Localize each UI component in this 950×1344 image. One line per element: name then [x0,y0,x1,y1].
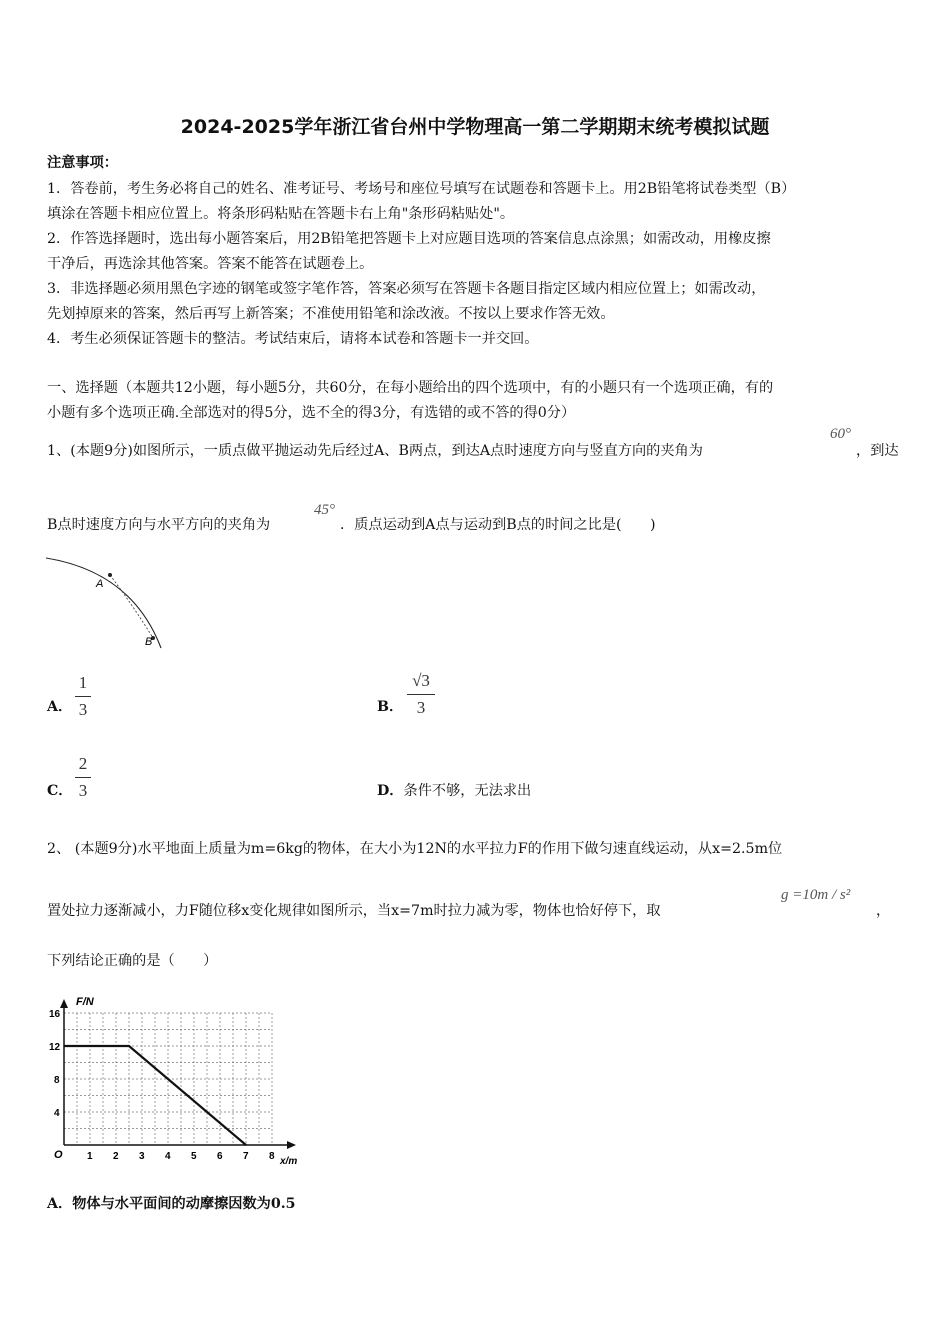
x-tick-label: 5 [191,1151,197,1162]
denominator: 3 [78,781,88,800]
label-a: A [96,578,104,590]
x-tick-label: 7 [243,1151,249,1162]
notice-line: 先划掉原来的答案，然后再写上新答案；不准使用铅笔和涂改液。不按以上要求作答无效。 [47,306,615,322]
denominator: 3 [416,698,426,717]
q1-option-c-label[interactable]: C． [47,783,73,799]
q2-g-value: g =10m / s² [781,887,851,903]
q2-stem-line2-end: ， [876,903,891,919]
section-heading: 一、选择题（本题共12小题，每小题5分，共60分，在每小题给出的四个选项中，有的小题只有一个选项正确，有的 [47,380,774,396]
x-tick-label: 3 [139,1151,145,1162]
x-tick-label: 2 [113,1151,119,1162]
numerator: 1 [78,673,88,692]
numerator: √3 [412,671,430,690]
y-tick-label: 8 [54,1075,60,1086]
page-title: 2024-2025学年浙江省台州中学物理高一第二学期期末统考模拟试题 [180,116,770,138]
notice-line: 3．非选择题必须用黑色字迹的钢笔或签字笔作答，答案必须写在答题卡各题目指定区域内相应位置上；如需改动， [47,281,766,297]
q1-stem-line2-end: ．质点运动到A点与运动到B点的时间之比是( ) [340,517,656,533]
x-tick-label: 6 [217,1151,223,1162]
notice-line: 2．作答选择题时，选出每小题答案后，用2B铅笔把答题卡上对应题目选项的答案信息点涂黑；如需改动，用橡皮擦 [47,231,771,247]
notice-heading: 注意事项： [47,155,118,171]
x-tick-label: 4 [165,1151,171,1162]
q1-option-b-fraction[interactable] [407,671,435,718]
q1-stem-line2: B点时速度方向与水平方向的夹角为 [47,517,271,533]
force-displacement-chart [44,990,309,1170]
y-axis-label: F/N [76,996,94,1008]
notice-line: 干净后，再选涂其他答案。答案不能答在试题卷上。 [47,256,374,272]
y-tick-label: 16 [49,1009,61,1020]
q1-option-d[interactable] [377,780,531,800]
q2-stem-line3: 下列结论正确的是（ ） [47,953,218,969]
q2-stem-line2: 置处拉力逐渐减小，力F随位移x变化规律如图所示，当x=7m时拉力减为零，物体也恰好停下，取 [47,903,661,919]
q2-stem: 2、 (本题9分)水平地面上质量为m=6kg的物体，在大小为12N的水平拉力F的作用下做匀速直线运动，从x=2.5m位 [47,841,783,857]
label-b: B [145,636,153,648]
section-heading-cont: 小题有多个选项正确.全部选对的得5分，选不全的得3分，有选错的或不答的得0分） [47,405,576,421]
trajectory-curve [46,558,161,648]
x-axis-arrow [287,1141,296,1149]
q1-angle-45: 45° [314,502,335,518]
q1-option-d-label: D． [377,783,404,799]
q1-angle-60: 60° [830,426,851,442]
y-tick-label: 12 [49,1042,61,1053]
numerator: 2 [78,754,88,773]
q1-option-c-fraction[interactable] [75,754,91,801]
q1-option-a-fraction[interactable] [75,673,91,720]
notice-line: 填涂在答题卡相应位置上。将条形码粘贴在答题卡右上角"条形码粘贴处"。 [47,206,515,222]
x-tick-label: 8 [269,1151,275,1162]
x-tick-label: 1 [87,1151,93,1162]
q1-stem-end: ，到达 [856,443,899,459]
y-tick-label: 4 [54,1108,60,1119]
q1-stem: 1、(本题9分)如图所示，一质点做平抛运动先后经过A、B两点，到达A点时速度方向与竖直方向的夹角为 [47,443,703,459]
point-a [108,573,112,577]
q2-option-a[interactable]: A．物体与水平面间的动摩擦因数为0.5 [47,1196,296,1212]
projectile-figure [44,552,174,652]
x-axis-label: x/m [280,1156,298,1167]
q1-option-b-label[interactable]: B． [377,699,404,715]
notice-line: 4．考生必须保证答题卡的整洁。考试结束后，请将本试卷和答题卡一并交回。 [47,331,539,347]
y-axis-arrow [60,999,68,1008]
q1-option-a-label[interactable]: A． [47,699,73,715]
chord-dashed [110,575,153,638]
q1-option-d-text: 条件不够，无法求出 [403,783,532,799]
denominator: 3 [78,700,88,719]
notice-line: 1．答卷前，考生务必将自己的姓名、准考证号、考场号和座位号填写在试题卷和答题卡上。用2B铅笔将试卷类型（B） [47,181,796,197]
origin-label: O [54,1149,63,1161]
